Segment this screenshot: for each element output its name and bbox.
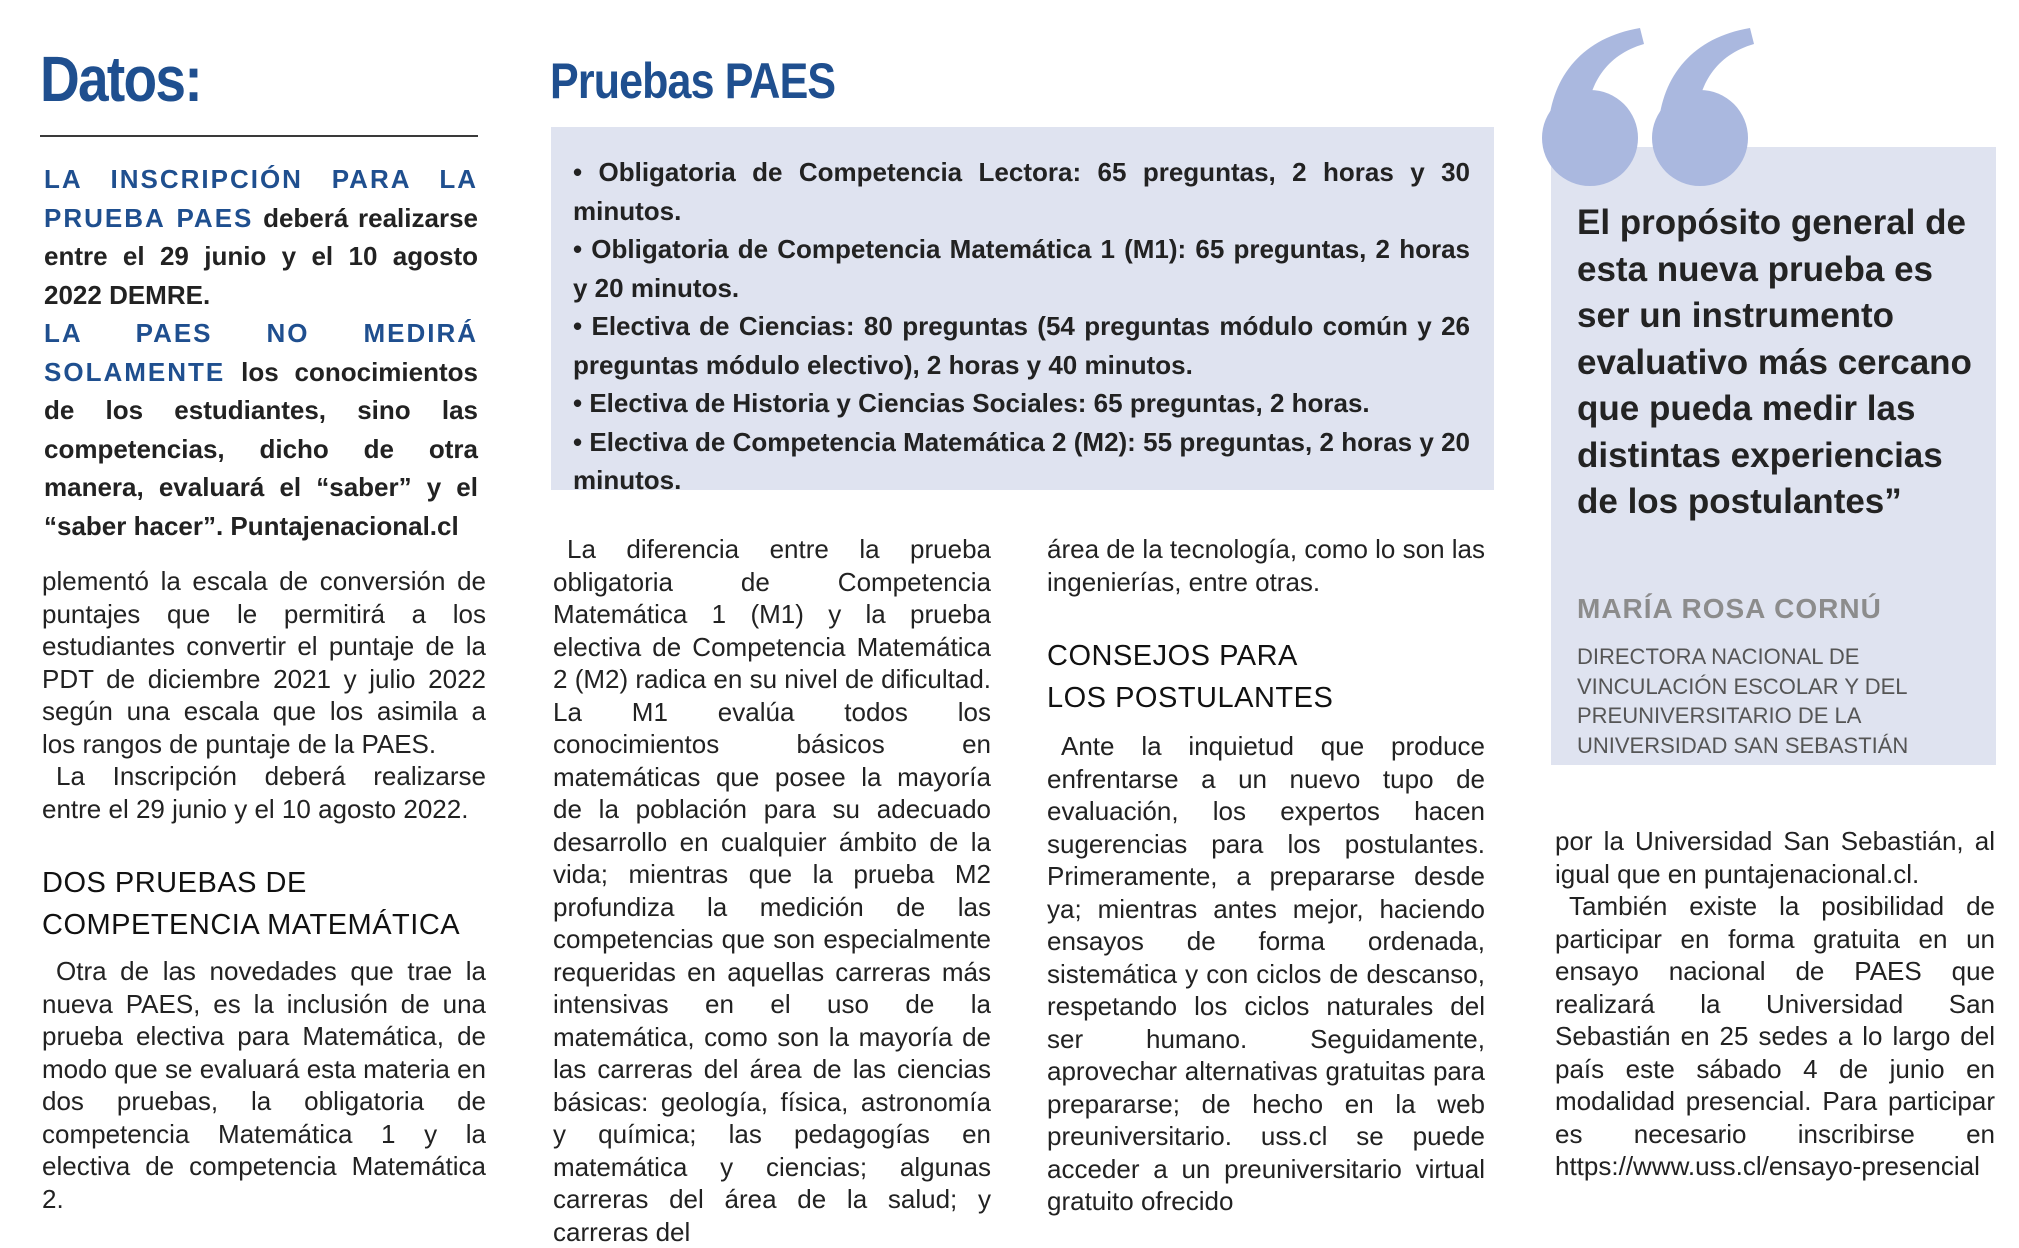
quote-author-role: DIRECTORA NACIONAL DE VINCULACIÓN ESCOLAR Y DEL PREUNIVERSITARIO DE LA UNIVERSIDAD SAN SEBASTIÁN bbox=[1577, 644, 1909, 758]
datos-paragraph-inscripcion bbox=[44, 160, 478, 314]
pruebas-item: • Electiva de Ciencias: 80 preguntas (54 preguntas módulo común y 26 preguntas módulo electivo), 2 horas y 40 minutos. bbox=[573, 311, 1470, 380]
subhead-line: LOS POSTULANTES bbox=[1047, 682, 1334, 714]
article-column-2 bbox=[553, 533, 991, 1248]
subhead-line: CONSEJOS PARA bbox=[1047, 640, 1298, 672]
article-paragraph: Otra de las novedades que trae la nueva PAES, es la inclusión de una prueba electiva para Matemática, de modo que se evaluará esta materia en dos pruebas, la obligatoria de competencia Matemática 1 y la electiva de competencia Matemática 2. bbox=[42, 956, 486, 1214]
quote-text: El propósito general de esta nueva prueba es ser un instrumento evaluativo más cercano que pueda medir las distintas experiencias de los postulantes” bbox=[1577, 203, 1972, 521]
datos-title: Datos: bbox=[40, 43, 201, 115]
article-paragraph: área de la tecnología, como lo son las ingenierías, entre otras. bbox=[1047, 534, 1485, 597]
subhead-consejos bbox=[1047, 635, 1485, 719]
pruebas-item: • Electiva de Competencia Matemática 2 (M2): 55 preguntas, 2 horas y 20 minutos. bbox=[573, 426, 1470, 495]
datos-paragraph-lead: LA PAES NO MEDIRÁ SOLAMENTE bbox=[44, 318, 478, 387]
pruebas-box bbox=[551, 127, 1494, 495]
pruebas-item: • Obligatoria de Competencia Matemática 1 (M1): 65 preguntas, 2 horas y 20 minutos. bbox=[573, 234, 1470, 303]
article-paragraph: Ante la inquietud que produce enfrentarse a un nuevo tupo de evaluación, los expertos hacen sugerencias para los postulantes. Primeramente, a prepararse desde ya; mientras antes mejor, haciendo ensayos de forma ordenada, sistemática y con ciclos de descanso, respetando los ciclos naturales del ser humano. Seguidamente, aprovechar alternativas gratuitas para prepararse; de hecho en la web preuniversitario. uss.cl se puede acceder a un preuniversitario virtual gratuito ofrecido bbox=[1047, 731, 1485, 1216]
datos-divider bbox=[40, 135, 478, 137]
quote-marks-icon bbox=[1540, 20, 1760, 190]
datos-paragraph-body: deberá realizarse entre el 29 junio y el 10 agosto 2022 DEMRE. bbox=[44, 202, 478, 310]
article-paragraph: También existe la posibilidad de participar en forma gratuita en un ensayo nacional de PAES que realizará la Universidad San Sebastián en 25 sedes a lo largo del país este sábado 4 de junio en modalidad presencial. Para participar es necesario inscribirse en https://www.uss.cl/ensayo-presencial bbox=[1555, 891, 1995, 1181]
article-column-1-continued bbox=[42, 955, 486, 1215]
article-column-1 bbox=[42, 565, 486, 825]
datos-paragraph-paes bbox=[44, 314, 478, 545]
pruebas-title: Pruebas PAES bbox=[550, 53, 836, 109]
article-paragraph: La diferencia entre la prueba obligatoria de Competencia Matemática 1 (M1) y la prueba electiva de Competencia Matemática 2 (M2) radica en su nivel de dificultad. La M1 evalúa todos los conocimientos básicos en matemáticas que posee la mayoría de la población para su adecuado desarrollo en cualquier ámbito de la vida; mientras que la prueba M2 profundiza la medición de las competencias que son especialmente requeridas en aquellas carreras más intensivas en el uso de la matemática, como son la mayoría de las carreras del área de las ciencias básicas: geología, física, astronomía y química; las pedagogías en matemática y ciencias; algunas carreras del área de la salud; y carreras del bbox=[553, 534, 991, 1247]
subhead-line: COMPETENCIA MATEMÁTICA bbox=[42, 909, 461, 941]
article-paragraph: por la Universidad San Sebastián, al igual que en puntajenacional.cl. bbox=[1555, 826, 1995, 889]
pruebas-item: • Obligatoria de Competencia Lectora: 65 preguntas, 2 horas y 30 minutos. bbox=[573, 157, 1470, 226]
pruebas-item: • Electiva de Historia y Ciencias Sociales: 65 preguntas, 2 horas. bbox=[573, 388, 1370, 418]
article-column-3-continued bbox=[1047, 730, 1485, 1218]
pruebas-list bbox=[551, 127, 1494, 500]
datos-paragraph-body: los conocimientos de los estudiantes, sino las competencias, dicho de otra manera, evaluará el “saber” y el “saber hacer”. Puntajenacional.cl bbox=[44, 356, 478, 541]
subhead-dos-pruebas bbox=[42, 862, 486, 946]
article-paragraph: plementó la escala de conversión de puntajes que le permitirá a los estudiantes convertir el puntaje de la PDT de diciembre 2021 y julio 2022 según una escala que los asimila a los rangos de puntaje de la PAES. bbox=[42, 566, 486, 759]
article-paragraph: La Inscripción deberá realizarse entre el 29 junio y el 10 agosto 2022. bbox=[42, 761, 486, 824]
datos-paragraph-lead: LA INSCRIPCIÓN PARA LA PRUEBA PAES bbox=[44, 164, 478, 233]
quote-author: MARÍA ROSA CORNÚ bbox=[1577, 593, 1882, 624]
article-column-4 bbox=[1555, 825, 1995, 1183]
article-column-3 bbox=[1047, 533, 1485, 598]
subhead-line: DOS PRUEBAS DE bbox=[42, 867, 307, 899]
